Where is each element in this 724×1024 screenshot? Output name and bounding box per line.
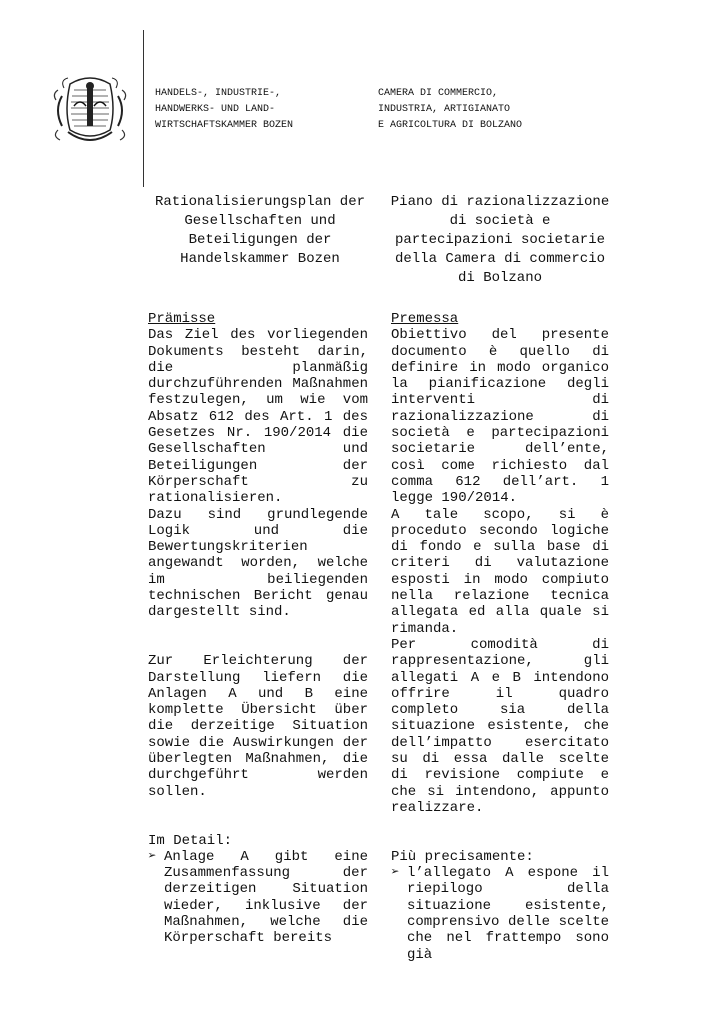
header-de-line: HANDELS-, INDUSTRIE-, xyxy=(155,88,282,99)
arrow-bullet-icon: ➢ xyxy=(148,848,157,865)
header-divider xyxy=(143,30,144,187)
header-de-line: WIRTSCHAFTSKAMMER BOZEN xyxy=(155,120,294,131)
header-it-line: INDUSTRIA, ARTIGIANATO xyxy=(378,104,511,115)
premise-paragraph: Dazu sind grundlegende Logik und die Bewertungskriterien angewandt worden, welche im beiliegenden technischen Bericht genau dargestellt sind. xyxy=(148,506,368,621)
header-italian xyxy=(378,86,522,134)
italian-column xyxy=(391,311,609,963)
list-item xyxy=(391,865,609,963)
german-column xyxy=(148,311,368,947)
premise-heading: Premessa xyxy=(391,311,459,327)
list-item-text: Anlage A gibt eine Zusammenfassung der derzeitigen Situation wieder, inklusive der Maßnahmen, welche die Körperschaft bereits xyxy=(164,848,368,947)
list-item xyxy=(148,849,368,947)
header-german xyxy=(155,86,293,134)
document-title-italian: Piano di razionalizzazione di società e partecipazioni societarie della Camera di commercio di Bolzano xyxy=(390,194,610,286)
header-de-line: HANDWERKS- UND LAND- xyxy=(155,104,276,115)
premise-heading: Prämisse xyxy=(148,311,216,327)
header-it-line: CAMERA DI COMMERCIO, xyxy=(378,88,499,99)
detail-heading: Im Detail: xyxy=(148,832,233,849)
header-it-line: E AGRICOLTURA DI BOLZANO xyxy=(378,120,523,131)
premise-paragraph: A tale scopo, si è proceduto secondo logiche di fondo e sulla base di criteri di valutazione esposti in modo compiuto nella relazione tecnica allegata ed alla quale si rimanda. xyxy=(391,506,609,637)
document-title-german: Rationalisierungsplan der Gesellschaften und Beteiligungen der Handelskammer Bozen xyxy=(154,194,366,267)
premise-paragraph: Das Ziel des vorliegenden Dokuments besteht darin, die planmäßig durchzuführenden Maßnahmen festzulegen, um wie vom Absatz 612 des Art. 1 des Gesetzes Nr. 190/2014 die Gesellschaften und Beteiligungen der Körperschaft zu rationalisieren. xyxy=(148,327,368,507)
list-item-text: l’allegato A espone il riepilogo della situazione esistente, comprensivo delle scelte che nel frattempo sono già xyxy=(407,865,609,963)
premise-paragraph: Obiettivo del presente documento è quello di definire in modo organico la pianificazione degli interventi di razionalizzazione di società e partecipazioni societarie dell’ente, così come richiesto dal comma 612 dell’art. 1 legge 190/2014. xyxy=(391,327,609,507)
premise-paragraph: Zur Erleichterung der Darstellung liefern die Anlagen A und B eine komplette Übersicht über die derzeitige Situation sowie die Auswirkungen der überlegten Maßnahmen, die durchgeführt werden sollen. xyxy=(148,653,368,800)
chamber-crest-logo xyxy=(50,70,130,150)
detail-heading: Più precisamente: xyxy=(391,848,534,865)
arrow-bullet-icon: ➢ xyxy=(391,865,400,882)
premise-paragraph: Per comodità di rappresentazione, gli allegati A e B intendono offrire il quadro completo sia della situazione esistente, che dell’impatto esercitato su di essa dalle scelte di revisione compiute e che si intendono, appunto realizzare. xyxy=(391,636,609,816)
